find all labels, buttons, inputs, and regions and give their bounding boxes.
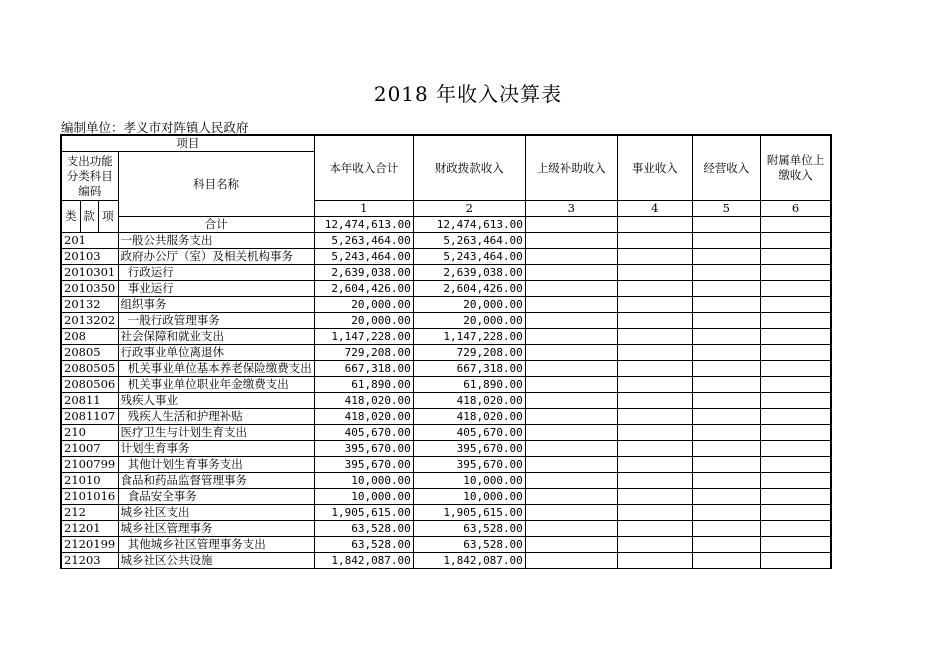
row-operating-income: [692, 473, 760, 489]
row-business-income: [617, 377, 692, 393]
row-superior-subsidy: [525, 457, 617, 473]
row-total-income: 418,020.00: [314, 393, 413, 409]
row-superior-subsidy: [525, 505, 617, 521]
total-label: 合计: [118, 217, 314, 233]
row-subject-name: 行政事业单位离退休: [118, 345, 314, 361]
row-fiscal-income: 1,842,087.00: [413, 553, 525, 569]
row-subject-name: 其他计划生育事务支出: [118, 457, 314, 473]
row-operating-income: [692, 345, 760, 361]
row-total-income: 395,670.00: [314, 457, 413, 473]
row-business-income: [617, 233, 692, 249]
total-fiscal-value: 12,474,613.00: [413, 217, 525, 233]
table-row: [61, 409, 831, 425]
row-subject-name: 组织事务: [118, 297, 314, 313]
table-row: [61, 249, 831, 265]
row-superior-subsidy: [525, 409, 617, 425]
row-total-income: 20,000.00: [314, 297, 413, 313]
col-num-4: 4: [617, 201, 692, 217]
row-affiliated-income: [760, 553, 831, 569]
row-operating-income: [692, 505, 760, 521]
row-total-income: 1,147,228.00: [314, 329, 413, 345]
table-row: [61, 265, 831, 281]
table-row: [61, 553, 831, 569]
row-affiliated-income: [760, 361, 831, 377]
header-xiang: 项: [98, 201, 118, 233]
table-row: [61, 345, 831, 361]
row-subject-name: 机关事业单位基本养老保险缴费支出: [118, 361, 314, 377]
row-operating-income: [692, 393, 760, 409]
header-row-1: [61, 135, 831, 152]
row-fiscal-income: 10,000.00: [413, 489, 525, 505]
row-code: 2080506: [61, 377, 118, 393]
col-num-6: 6: [760, 201, 831, 217]
row-operating-income: [692, 489, 760, 505]
table-row: [61, 441, 831, 457]
row-code: 21201: [61, 521, 118, 537]
total-affiliated-value: [760, 217, 831, 233]
row-business-income: [617, 457, 692, 473]
row-business-income: [617, 281, 692, 297]
col-num-2: 2: [413, 201, 525, 217]
row-operating-income: [692, 233, 760, 249]
table-row: [61, 329, 831, 345]
row-affiliated-income: [760, 265, 831, 281]
row-superior-subsidy: [525, 345, 617, 361]
row-superior-subsidy: [525, 377, 617, 393]
row-business-income: [617, 249, 692, 265]
row-total-income: 405,670.00: [314, 425, 413, 441]
row-operating-income: [692, 553, 760, 569]
row-code: 2101016: [61, 489, 118, 505]
row-subject-name: 其他城乡社区管理事务支出: [118, 537, 314, 553]
row-code: 20103: [61, 249, 118, 265]
row-total-income: 63,528.00: [314, 537, 413, 553]
row-subject-name: 残疾人生活和护理补贴: [118, 409, 314, 425]
table-row: [61, 393, 831, 409]
total-superior-value: [525, 217, 617, 233]
row-fiscal-income: 10,000.00: [413, 473, 525, 489]
row-fiscal-income: 729,208.00: [413, 345, 525, 361]
row-subject-name: 行政运行: [118, 265, 314, 281]
table-row: [61, 457, 831, 473]
row-code: 2010301: [61, 265, 118, 281]
row-code: 20811: [61, 393, 118, 409]
row-code: 2120199: [61, 537, 118, 553]
row-total-income: 1,842,087.00: [314, 553, 413, 569]
row-total-income: 20,000.00: [314, 313, 413, 329]
row-total-income: 729,208.00: [314, 345, 413, 361]
row-business-income: [617, 393, 692, 409]
row-code: 20132: [61, 297, 118, 313]
row-superior-subsidy: [525, 553, 617, 569]
row-total-income: 10,000.00: [314, 473, 413, 489]
row-total-income: 667,318.00: [314, 361, 413, 377]
row-fiscal-income: 395,670.00: [413, 441, 525, 457]
header-superior-subsidy: 上级补助收入: [525, 135, 617, 201]
row-operating-income: [692, 281, 760, 297]
row-affiliated-income: [760, 313, 831, 329]
income-statement-table: [60, 134, 832, 569]
row-superior-subsidy: [525, 489, 617, 505]
header-total-income: 本年收入合计: [314, 135, 413, 201]
row-affiliated-income: [760, 457, 831, 473]
table-row: [61, 521, 831, 537]
row-business-income: [617, 265, 692, 281]
row-superior-subsidy: [525, 393, 617, 409]
row-operating-income: [692, 377, 760, 393]
row-operating-income: [692, 409, 760, 425]
total-business-value: [617, 217, 692, 233]
row-total-income: 61,890.00: [314, 377, 413, 393]
row-superior-subsidy: [525, 297, 617, 313]
row-fiscal-income: 2,604,426.00: [413, 281, 525, 297]
row-operating-income: [692, 249, 760, 265]
row-subject-name: 食品和药品监督管理事务: [118, 473, 314, 489]
row-subject-name: 残疾人事业: [118, 393, 314, 409]
row-business-income: [617, 345, 692, 361]
row-fiscal-income: 667,318.00: [413, 361, 525, 377]
row-operating-income: [692, 329, 760, 345]
row-total-income: 5,243,464.00: [314, 249, 413, 265]
row-affiliated-income: [760, 505, 831, 521]
row-subject-name: 社会保障和就业支出: [118, 329, 314, 345]
row-code: 208: [61, 329, 118, 345]
row-total-income: 395,670.00: [314, 441, 413, 457]
row-code: 20805: [61, 345, 118, 361]
row-affiliated-income: [760, 425, 831, 441]
table-row: [61, 505, 831, 521]
row-business-income: [617, 489, 692, 505]
row-superior-subsidy: [525, 473, 617, 489]
row-affiliated-income: [760, 249, 831, 265]
row-fiscal-income: 405,670.00: [413, 425, 525, 441]
header-kuan: 款: [80, 201, 98, 233]
col-num-5: 5: [692, 201, 760, 217]
total-operating-value: [692, 217, 760, 233]
row-subject-name: 政府办公厅（室）及相关机构事务: [118, 249, 314, 265]
row-fiscal-income: 395,670.00: [413, 457, 525, 473]
row-business-income: [617, 425, 692, 441]
row-subject-name: 医疗卫生与计划生育支出: [118, 425, 314, 441]
row-code: 2013202: [61, 313, 118, 329]
header-code-group: 支出功能分类科目编码: [61, 152, 118, 201]
table-row: [61, 377, 831, 393]
row-subject-name: 城乡社区支出: [118, 505, 314, 521]
row-fiscal-income: 418,020.00: [413, 393, 525, 409]
row-operating-income: [692, 537, 760, 553]
row-operating-income: [692, 361, 760, 377]
row-superior-subsidy: [525, 441, 617, 457]
table-row: [61, 313, 831, 329]
table-row: [61, 489, 831, 505]
header-fiscal-income: 财政拨款收入: [413, 135, 525, 201]
row-fiscal-income: 418,020.00: [413, 409, 525, 425]
row-affiliated-income: [760, 537, 831, 553]
row-affiliated-income: [760, 329, 831, 345]
row-operating-income: [692, 265, 760, 281]
table-row: [61, 537, 831, 553]
row-fiscal-income: 61,890.00: [413, 377, 525, 393]
table-row: [61, 473, 831, 489]
row-operating-income: [692, 441, 760, 457]
row-operating-income: [692, 297, 760, 313]
row-total-income: 63,528.00: [314, 521, 413, 537]
row-business-income: [617, 361, 692, 377]
row-fiscal-income: 5,263,464.00: [413, 233, 525, 249]
row-total-income: 2,639,038.00: [314, 265, 413, 281]
row-business-income: [617, 313, 692, 329]
row-subject-name: 事业运行: [118, 281, 314, 297]
row-operating-income: [692, 521, 760, 537]
row-fiscal-income: 5,243,464.00: [413, 249, 525, 265]
row-superior-subsidy: [525, 233, 617, 249]
row-affiliated-income: [760, 521, 831, 537]
header-lei: 类: [61, 201, 80, 233]
row-operating-income: [692, 425, 760, 441]
row-affiliated-income: [760, 345, 831, 361]
row-superior-subsidy: [525, 265, 617, 281]
table-row: [61, 361, 831, 377]
row-business-income: [617, 329, 692, 345]
row-code: 2010350: [61, 281, 118, 297]
row-business-income: [617, 473, 692, 489]
col-num-3: 3: [525, 201, 617, 217]
row-affiliated-income: [760, 393, 831, 409]
row-subject-name: 一般行政管理事务: [118, 313, 314, 329]
table-row: [61, 425, 831, 441]
row-subject-name: 城乡社区公共设施: [118, 553, 314, 569]
row-fiscal-income: 1,147,228.00: [413, 329, 525, 345]
row-business-income: [617, 537, 692, 553]
row-code: 21203: [61, 553, 118, 569]
row-fiscal-income: 63,528.00: [413, 521, 525, 537]
row-total-income: 1,905,615.00: [314, 505, 413, 521]
row-superior-subsidy: [525, 521, 617, 537]
row-code: 2081107: [61, 409, 118, 425]
row-operating-income: [692, 457, 760, 473]
header-subject-name: 科目名称: [118, 152, 314, 217]
row-code: 210: [61, 425, 118, 441]
row-affiliated-income: [760, 377, 831, 393]
row-code: 2080505: [61, 361, 118, 377]
row-affiliated-income: [760, 281, 831, 297]
col-num-1: 1: [314, 201, 413, 217]
row-superior-subsidy: [525, 281, 617, 297]
row-fiscal-income: 20,000.00: [413, 297, 525, 313]
row-subject-name: 一般公共服务支出: [118, 233, 314, 249]
row-business-income: [617, 297, 692, 313]
row-code: 21007: [61, 441, 118, 457]
header-business-income: 事业收入: [617, 135, 692, 201]
row-superior-subsidy: [525, 361, 617, 377]
row-subject-name: 城乡社区管理事务: [118, 521, 314, 537]
row-affiliated-income: [760, 409, 831, 425]
row-code: 212: [61, 505, 118, 521]
row-subject-name: 食品安全事务: [118, 489, 314, 505]
row-superior-subsidy: [525, 537, 617, 553]
row-affiliated-income: [760, 489, 831, 505]
row-superior-subsidy: [525, 329, 617, 345]
header-affiliated-income: 附属单位上缴收入: [760, 135, 831, 201]
total-row: [61, 217, 831, 233]
row-fiscal-income: 1,905,615.00: [413, 505, 525, 521]
total-income-value: 12,474,613.00: [314, 217, 413, 233]
row-affiliated-income: [760, 441, 831, 457]
row-business-income: [617, 409, 692, 425]
compiling-unit-label: 编制单位：孝义市对阵镇人民政府: [61, 120, 249, 135]
row-total-income: 10,000.00: [314, 489, 413, 505]
row-subject-name: 计划生育事务: [118, 441, 314, 457]
row-business-income: [617, 505, 692, 521]
row-code: 201: [61, 233, 118, 249]
row-superior-subsidy: [525, 425, 617, 441]
report-title: 2018 年收入决算表: [373, 82, 563, 106]
header-operating-income: 经营收入: [692, 135, 760, 201]
row-business-income: [617, 441, 692, 457]
row-total-income: 5,263,464.00: [314, 233, 413, 249]
row-total-income: 2,604,426.00: [314, 281, 413, 297]
row-operating-income: [692, 313, 760, 329]
row-business-income: [617, 521, 692, 537]
row-superior-subsidy: [525, 313, 617, 329]
row-subject-name: 机关事业单位职业年金缴费支出: [118, 377, 314, 393]
row-code: 2100799: [61, 457, 118, 473]
row-affiliated-income: [760, 473, 831, 489]
row-business-income: [617, 553, 692, 569]
table-row: [61, 297, 831, 313]
row-fiscal-income: 63,528.00: [413, 537, 525, 553]
table-row: [61, 281, 831, 297]
row-affiliated-income: [760, 297, 831, 313]
row-code: 21010: [61, 473, 118, 489]
header-item: 项目: [61, 135, 314, 152]
row-fiscal-income: 2,639,038.00: [413, 265, 525, 281]
row-fiscal-income: 20,000.00: [413, 313, 525, 329]
table-row: [61, 233, 831, 249]
row-superior-subsidy: [525, 249, 617, 265]
row-affiliated-income: [760, 233, 831, 249]
row-total-income: 418,020.00: [314, 409, 413, 425]
